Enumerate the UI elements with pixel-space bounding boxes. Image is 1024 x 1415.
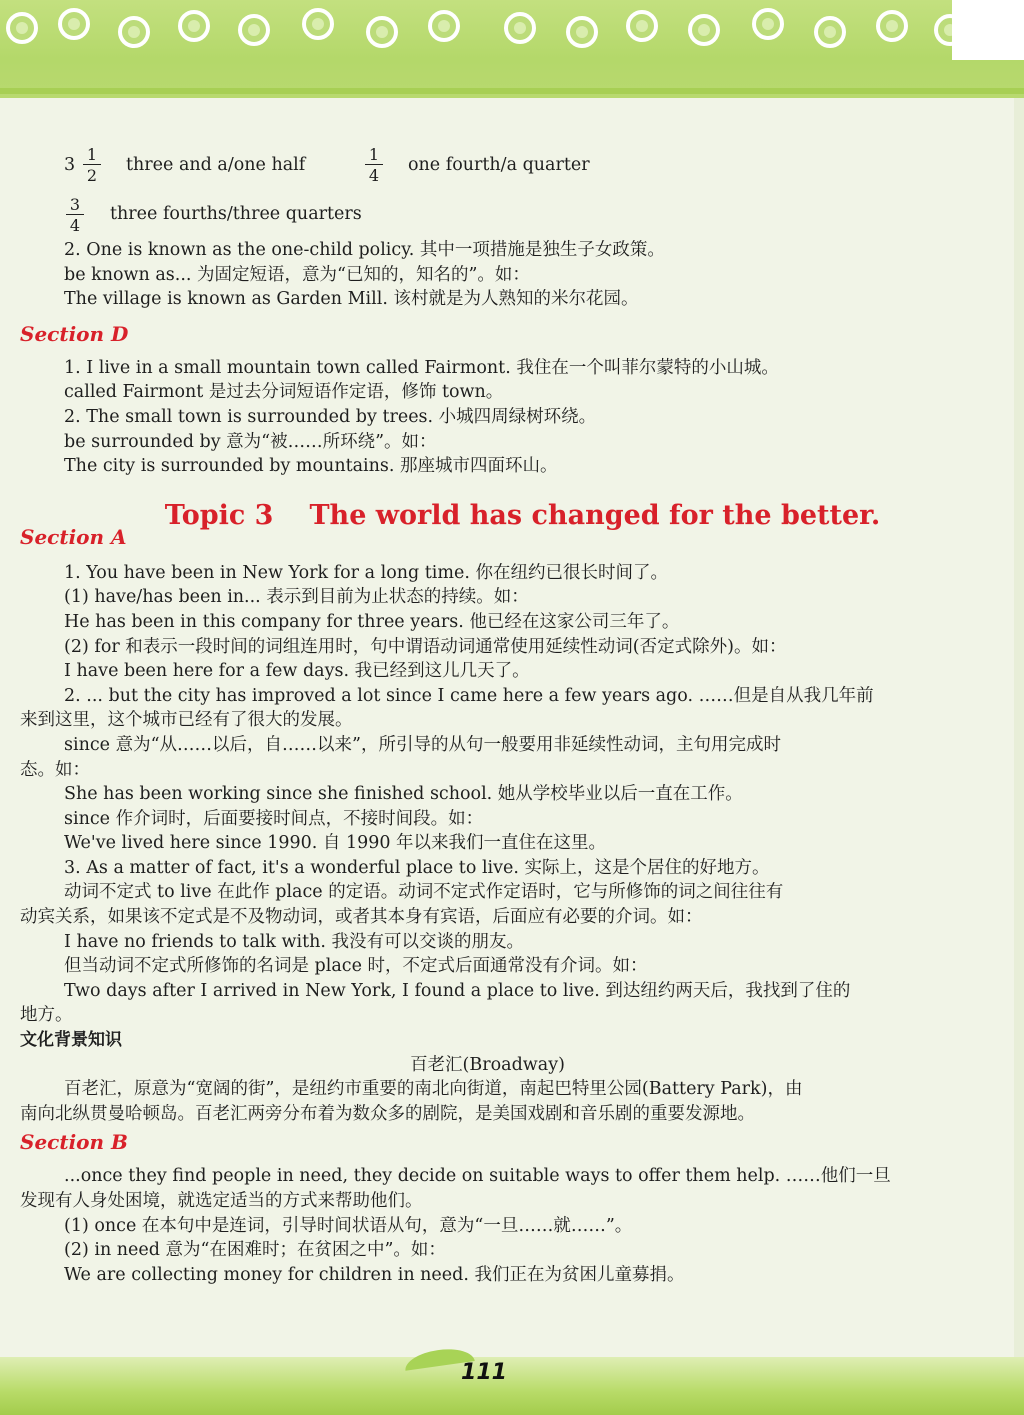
text-line: 态。如： <box>20 759 90 780</box>
culture-subtitle: 百老汇(Broadway) <box>410 1054 565 1075</box>
text-line: We are collecting money for children in need. 我们正在为贫困儿童募捐。 <box>64 1264 685 1285</box>
text-line: (2) in need 意为“在困难时；在贫困之中”。如： <box>64 1240 446 1261</box>
fraction-text: three and a/one half <box>126 155 306 175</box>
text-line: called Fairmont 是过去分词短语作定语，修饰 town。 <box>64 382 504 403</box>
text-line: He has been in this company for three years. 他已经在这家公司三年了。 <box>64 611 680 632</box>
fraction-row-1 <box>20 140 955 190</box>
header-blank-corner <box>952 0 1024 60</box>
text-line: 地方。 <box>20 1005 73 1026</box>
section-d-heading: Section D <box>20 321 129 346</box>
text-line: 2. One is known as the one-child policy. 其中一项措施是独生子女政策。 <box>64 240 665 260</box>
text-line: be surrounded by 意为“被……所环绕”。如： <box>64 431 437 452</box>
text-line: 1. I live in a small mountain town called Fairmont. 我住在一个叫菲尔蒙特的小山城。 <box>64 357 779 378</box>
culture-heading: 文化背景知识 <box>20 1030 122 1051</box>
text-line: The village is known as Garden Mill. 该村就是为人熟知的米尔花园。 <box>64 289 639 310</box>
page-number: 111 <box>461 1360 507 1385</box>
fraction-row-2 <box>20 190 955 238</box>
text-line: The city is surrounded by mountains. 那座城市四面环山。 <box>64 456 558 477</box>
page-edge <box>1014 98 1024 1358</box>
fraction-quarter: $\frac{1}{4}$ <box>365 146 383 184</box>
text-line: (2) for 和表示一段时间的词组连用时，句中谓语动词通常使用延续性动词(否定式除外)。如： <box>64 636 787 657</box>
text-line: 百老汇，原意为“宽阔的街”，是纽约市重要的南北向街道，南起巴特里公园(Battery Park)，由 <box>64 1079 803 1100</box>
text-line: 2. ... but the city has improved a lot since I came here a few years ago. ……但是自从我几年前 <box>64 685 874 706</box>
text-line: 1. You have been in New York for a long time. 你在纽约已很长时间了。 <box>64 562 668 583</box>
header-decoration <box>0 0 1024 98</box>
text-line: Two days after I arrived in New York, I found a place to live. 到达纽约两天后，我找到了住的 <box>64 980 851 1001</box>
text-line: 2. The small town is surrounded by trees. 小城四周绿树环绕。 <box>64 406 597 427</box>
text-line: (1) once 在本句中是连词，引导时间状语从句，意为“一旦……就……”。 <box>64 1215 633 1236</box>
text-line: be known as... 为固定短语，意为“已知的，知名的”。如： <box>64 264 530 285</box>
text-line: 南向北纵贯曼哈顿岛。百老汇两旁分布着为数众多的剧院，是美国戏剧和音乐剧的重要发源地。 <box>20 1103 755 1124</box>
text-line: I have no friends to talk with. 我没有可以交谈的朋友。 <box>64 931 525 952</box>
fraction-whole: 3 <box>64 155 76 175</box>
text-line: since 意为“从……以后，自……以来”，所引导的从句一般要用非延续性动词，主句用完成时 <box>64 734 781 755</box>
text-line: (1) have/has been in... 表示到目前为止状态的持续。如： <box>64 587 529 608</box>
text-line: 动词不定式 to live 在此作 place 的定语。动词不定式作定语时，它与所修饰的词之间往往有 <box>64 882 784 903</box>
text-line: since 作介词时，后面要接时间点，不接时间段。如： <box>64 808 484 829</box>
text-line: 发现有人身处困境，就选定适当的方式来帮助他们。 <box>20 1191 423 1211</box>
topic-heading: The world has changed for the better. <box>309 499 881 531</box>
fraction-text: three fourths/three quarters <box>110 204 362 224</box>
text-line: 动宾关系，如果该不定式是不及物动词，或者其本身有宾语，后面应有必要的介词。如： <box>20 907 703 928</box>
text-line: ...once they find people in need, they decide on suitable ways to offer them help. ……他们一旦 <box>64 1166 891 1187</box>
text-line: 3. As a matter of fact, it's a wonderful place to live. 实际上，这是个居住的好地方。 <box>64 857 770 878</box>
text-line: 来到这里，这个城市已经有了很大的发展。 <box>20 710 353 731</box>
section-b-heading: Section B <box>20 1130 128 1155</box>
text-line: 但当动词不定式所修饰的名词是 place 时，不定式后面通常没有介词。如： <box>64 956 648 977</box>
section-a-heading: Section A <box>20 524 127 549</box>
topic-number: Topic 3 <box>164 499 274 531</box>
page-content <box>20 140 955 1287</box>
text-line: I have been here for a few days. 我已经到这儿几天了。 <box>64 661 530 682</box>
text-line: We've lived here since 1990. 自 1990 年以来我们一直住在这里。 <box>64 833 607 854</box>
text-line: She has been working since she finished school. 她从学校毕业以后一直在工作。 <box>64 784 743 805</box>
fraction-text: one fourth/a quarter <box>408 155 590 175</box>
fraction-half: $\frac{1}{2}$ <box>83 146 101 184</box>
fraction-three-quarters: $\frac{3}{4}$ <box>66 196 84 234</box>
